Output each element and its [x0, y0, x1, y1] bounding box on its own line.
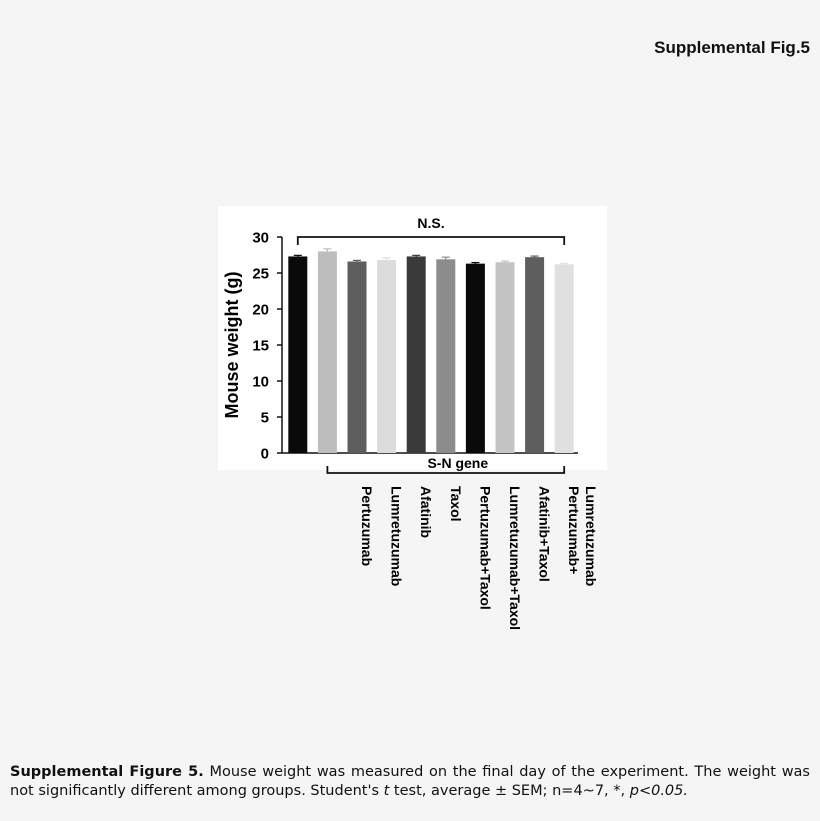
- y-axis-label: Mouse weight (g): [222, 271, 242, 419]
- x-tick-label: Lumretuzumab: [388, 486, 405, 587]
- bar: [377, 260, 396, 453]
- x-tick-label: Pertuzumab+: [566, 486, 583, 575]
- bar: [496, 262, 515, 453]
- bar: [525, 257, 544, 453]
- x-tick-labels: [359, 486, 599, 630]
- y-tick-label: 5: [260, 409, 269, 427]
- x-tick-label: Afatinib+Taxol: [536, 486, 553, 582]
- caption-p: p<0.05.: [629, 783, 688, 799]
- bar: [466, 264, 485, 453]
- group-label: S-N gene: [427, 455, 489, 471]
- caption-title: Supplemental Figure 5.: [10, 764, 204, 780]
- y-tick-label: 20: [252, 301, 269, 319]
- bar: [348, 261, 367, 453]
- ns-label: N.S.: [417, 215, 445, 231]
- bar: [436, 259, 455, 453]
- y-tick-label: 10: [252, 373, 269, 391]
- x-tick-label: Lumretuzumab+Taxol: [507, 486, 523, 631]
- y-tick-label: 30: [252, 229, 269, 247]
- y-tick-label: 0: [260, 445, 269, 463]
- figure-label: Supplemental Fig.5: [654, 38, 810, 57]
- x-tick-label: Pertuzumab: [359, 486, 375, 567]
- bar: [318, 251, 337, 453]
- caption-t: t: [383, 783, 390, 799]
- x-tick-label: Lumretuzumab: [583, 486, 600, 587]
- caption-text-1: Mouse weight was measured on the final day of the experiment. The weight was not significantly different among groups. Student's: [10, 764, 810, 799]
- y-tick-label: 15: [252, 337, 269, 355]
- bar: [407, 256, 426, 453]
- x-tick-label: Afatinib: [418, 486, 435, 539]
- y-tick-label: 25: [252, 265, 269, 283]
- bar: [555, 264, 574, 453]
- bar: [288, 256, 307, 453]
- x-tick-label: Taxol: [447, 486, 464, 522]
- x-tick-label: Pertuzumab+Taxol: [477, 486, 494, 610]
- caption-text-2: test, average ± SEM; n=4~7, *,: [389, 783, 630, 799]
- figure-caption: [10, 763, 810, 801]
